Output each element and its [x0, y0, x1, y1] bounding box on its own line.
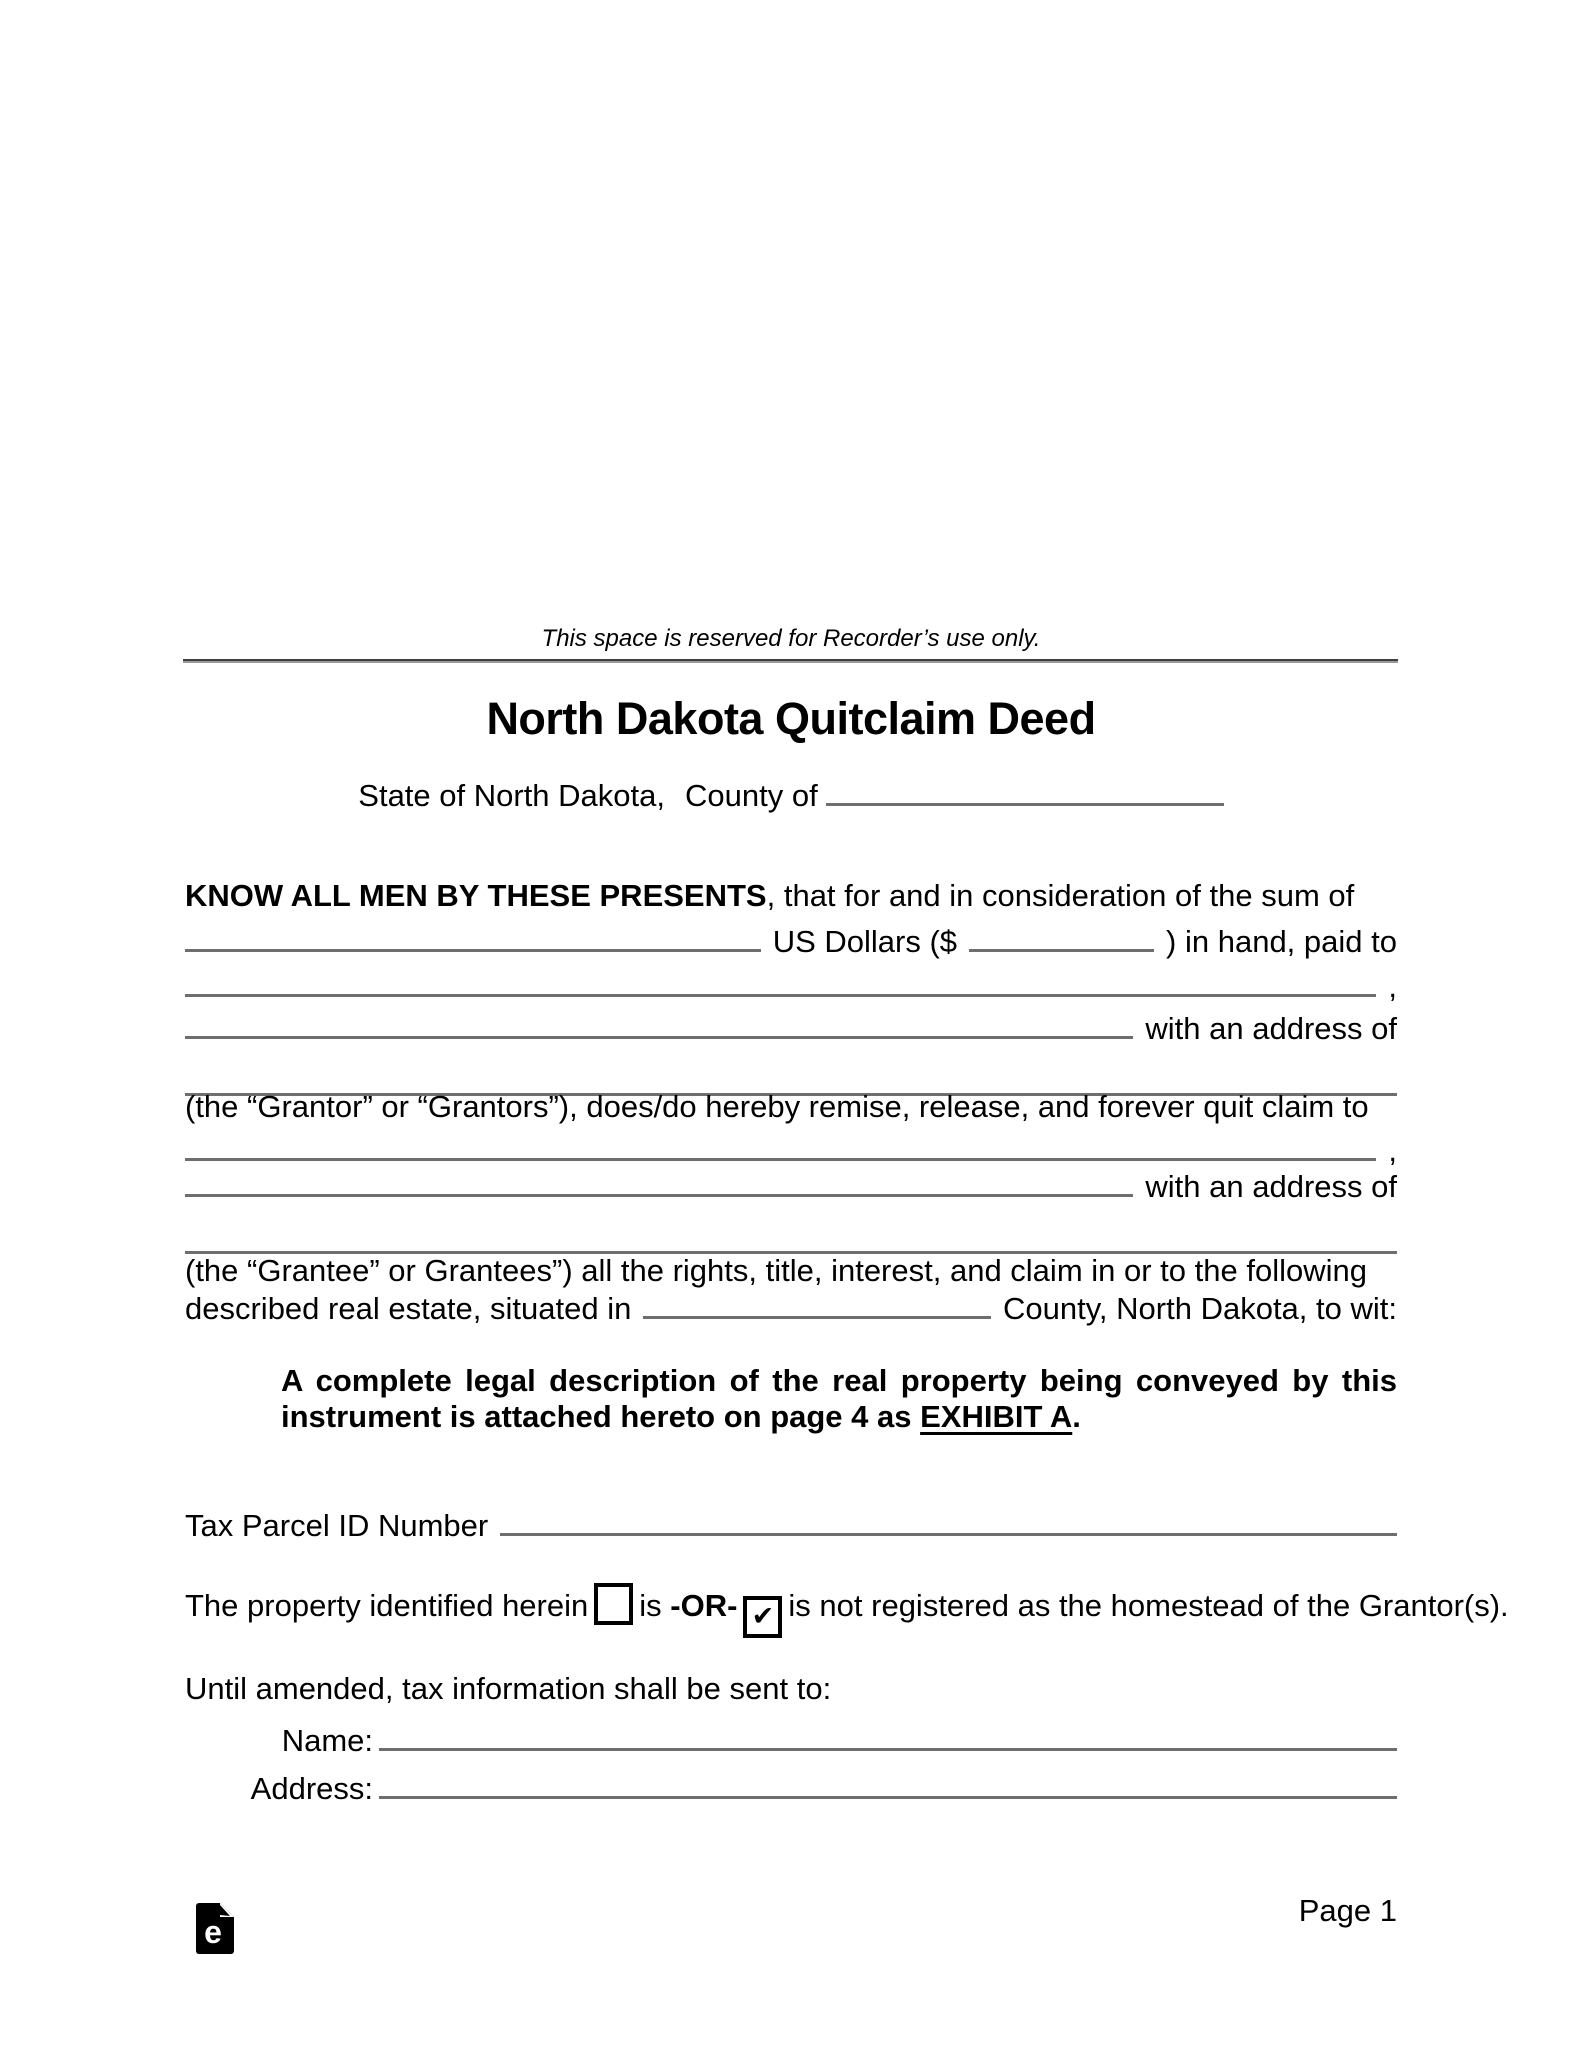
us-dollars-label: US Dollars ($	[772, 924, 958, 959]
grantee-clause-line1: (the “Grantee” or Grantees”) all the rights, title, interest, and claim in or to the following	[185, 1253, 1367, 1288]
check-icon: ✔	[751, 1601, 775, 1631]
county-label: County of	[685, 778, 818, 813]
grantee-name-blank[interactable]	[185, 1144, 1376, 1161]
grantee-name-line	[185, 1132, 1397, 1170]
exhibit-notice	[281, 1363, 1397, 1435]
homestead-after-text: is not registered as the homestead of the Grantor(s).	[788, 1588, 1509, 1623]
state-county-line	[185, 777, 1397, 815]
tax-parcel-line	[185, 1507, 1397, 1545]
name-blank[interactable]	[379, 1734, 1397, 1751]
exhibit-line2-text: instrument is attached hereto on page 4 as	[281, 1399, 921, 1434]
county-to-wit-label: County, North Dakota, to wit:	[1003, 1291, 1397, 1326]
page-title: North Dakota Quitclaim Deed	[486, 693, 1096, 744]
with-address-label: with an address of	[1145, 1169, 1397, 1204]
state-label: State of North Dakota,	[358, 778, 665, 813]
comma-text: ,	[1388, 1133, 1397, 1168]
know-all-men-bold: KNOW ALL MEN BY THESE PRESENTS	[185, 878, 767, 913]
homestead-before-text: The property identified herein	[185, 1588, 589, 1623]
homestead-is-label: is	[639, 1588, 662, 1623]
tax-info-intro: Until amended, tax information shall be sent to:	[185, 1671, 832, 1706]
grantor-name-cont-blank[interactable]	[185, 1022, 1133, 1039]
county-blank[interactable]	[826, 789, 1224, 806]
homestead-or-label: -OR-	[670, 1588, 738, 1623]
grantor-name-blank[interactable]	[185, 980, 1376, 997]
exhibit-period: .	[1072, 1399, 1081, 1434]
amount-words-blank[interactable]	[185, 935, 761, 952]
homestead-line	[185, 1583, 1509, 1638]
tax-parcel-label: Tax Parcel ID Number	[185, 1508, 489, 1543]
eforms-logo-letter: e	[204, 1914, 222, 1950]
address-label: Address:	[250, 1771, 373, 1806]
recorder-divider	[183, 659, 1398, 663]
tax-info-name-line	[185, 1722, 1397, 1760]
know-all-men-line	[185, 877, 1397, 915]
know-all-men-rest: , that for and in consideration of the sum of	[766, 878, 1355, 913]
situated-in-label: described real estate, situated in	[185, 1291, 632, 1326]
tax-info-address-line	[185, 1770, 1397, 1808]
comma-text: ,	[1388, 969, 1397, 1004]
name-label: Name:	[281, 1723, 373, 1758]
exhibit-notice-line1: A complete legal description of the real property being conveyed by this	[281, 1363, 1397, 1398]
paid-to-label: ) in hand, paid to	[1166, 924, 1397, 959]
address-blank[interactable]	[379, 1782, 1397, 1799]
homestead-is-checkbox[interactable]	[594, 1583, 633, 1625]
amount-numeric-blank[interactable]	[969, 935, 1154, 952]
exhibit-a-reference: EXHIBIT A	[920, 1399, 1073, 1434]
grantor-clause-line: (the “Grantor” or “Grantors”), does/do hereby remise, release, and forever quit claim to	[185, 1089, 1369, 1124]
grantee-clause-line2	[185, 1290, 1397, 1328]
recorder-note: This space is reserved for Recorder’s use only.	[541, 625, 1041, 652]
tax-parcel-id-blank[interactable]	[500, 1519, 1397, 1536]
page-number: Page 1	[1298, 1893, 1397, 1928]
grantor-address-intro-line	[185, 1010, 1397, 1048]
property-county-blank[interactable]	[643, 1302, 991, 1319]
with-address-label: with an address of	[1145, 1011, 1397, 1046]
consideration-amount-line	[185, 923, 1397, 961]
grantor-name-line	[185, 968, 1397, 1006]
homestead-is-not-checkbox[interactable]	[743, 1596, 782, 1638]
grantee-name-cont-blank[interactable]	[185, 1180, 1133, 1197]
exhibit-notice-line2	[281, 1399, 1397, 1435]
grantee-address-intro-line	[185, 1168, 1397, 1206]
